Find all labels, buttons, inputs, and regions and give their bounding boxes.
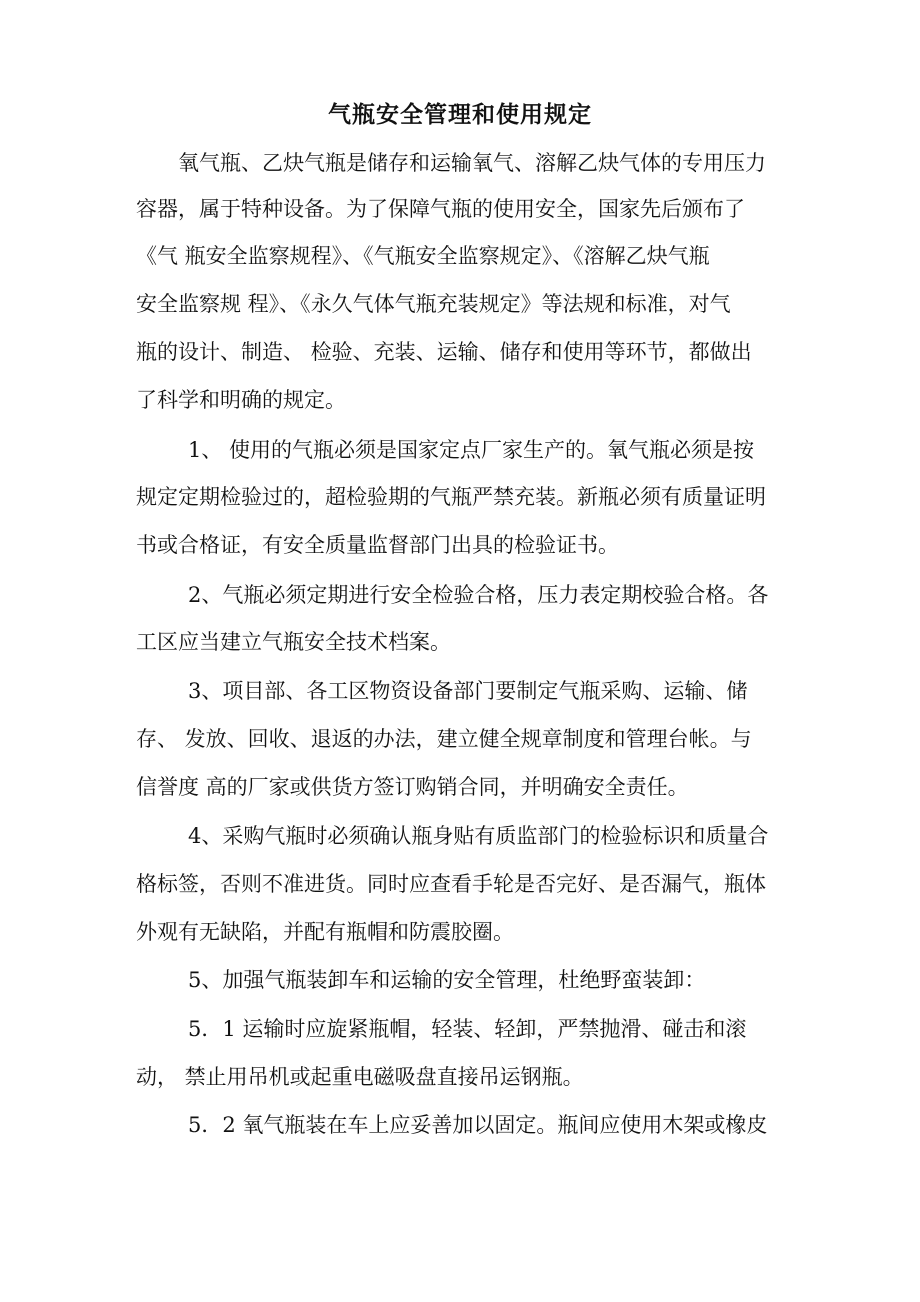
paragraph-line: 5．2 氧气瓶装在车上应妥善加以固定。瓶间应使用木架或橡皮 [188, 1113, 768, 1137]
paragraph-line: 3、项目部、各工区物资设备部门要制定气瓶采购、运输、储 [188, 679, 748, 703]
paragraph-line: 1、 使用的气瓶必须是国家定点厂家生产的。氧气瓶必须是按 [188, 438, 755, 462]
paragraph-line: 2、气瓶必须定期进行安全检验合格，压力表定期校验合格。各 [188, 583, 769, 607]
paragraph-line: 安全监察规 程》、《永久气体气瓶充装规定》等法规和标准，对气 [136, 292, 731, 316]
paragraph-line: 工区应当建立气瓶安全技术档案。 [136, 630, 451, 654]
paragraph-line: 动， 禁止用吊机或起重电磁吸盘直接吊运钢瓶。 [136, 1065, 584, 1089]
paragraph-line: 书或合格证，有安全质量监督部门出具的检验证书。 [136, 533, 619, 557]
paragraph-line: 外观有无缺陷，并配有瓶帽和防震胶圈。 [136, 920, 514, 944]
paragraph-line: 格标签，否则不准进货。同时应查看手轮是否完好、是否漏气，瓶体 [136, 872, 766, 896]
paragraph-line: 4、采购气瓶时必须确认瓶身贴有质监部门的检验标识和质量合 [188, 824, 769, 848]
paragraph-line: 《气 瓶安全监察规程》、《气瓶安全监察规定》、《溶解乙炔气瓶 [136, 244, 710, 268]
paragraph-line: 规定定期检验过的，超检验期的气瓶严禁充装。新瓶必须有质量证明 [136, 485, 766, 509]
paragraph-line: 5、加强气瓶装卸车和运输的安全管理，杜绝野蛮装卸： [188, 968, 706, 992]
paragraph-line: 瓶的设计、制造、 检验、充装、运输、储存和使用等环节，都做出 [136, 340, 752, 364]
paragraph-line: 存、 发放、回收、退返的办法，建立健全规章制度和管理台帐。与 [136, 727, 752, 751]
paragraph-line: 氧气瓶、乙炔气瓶是储存和运输氧气、溶解乙炔气体的专用压力 [178, 151, 766, 175]
paragraph-line: 5．1 运输时应旋紧瓶帽，轻装、轻卸，严禁抛滑、碰击和滚 [188, 1017, 747, 1041]
document-title: 气瓶安全管理和使用规定 [328, 101, 592, 128]
paragraph-line: 容器，属于特种设备。为了保障气瓶的使用安全，国家先后颁布了 [136, 197, 745, 221]
paragraph-line: 信誉度 高的厂家或供货方签订购销合同，并明确安全责任。 [136, 775, 689, 799]
paragraph-line: 了科学和明确的规定。 [136, 388, 346, 412]
